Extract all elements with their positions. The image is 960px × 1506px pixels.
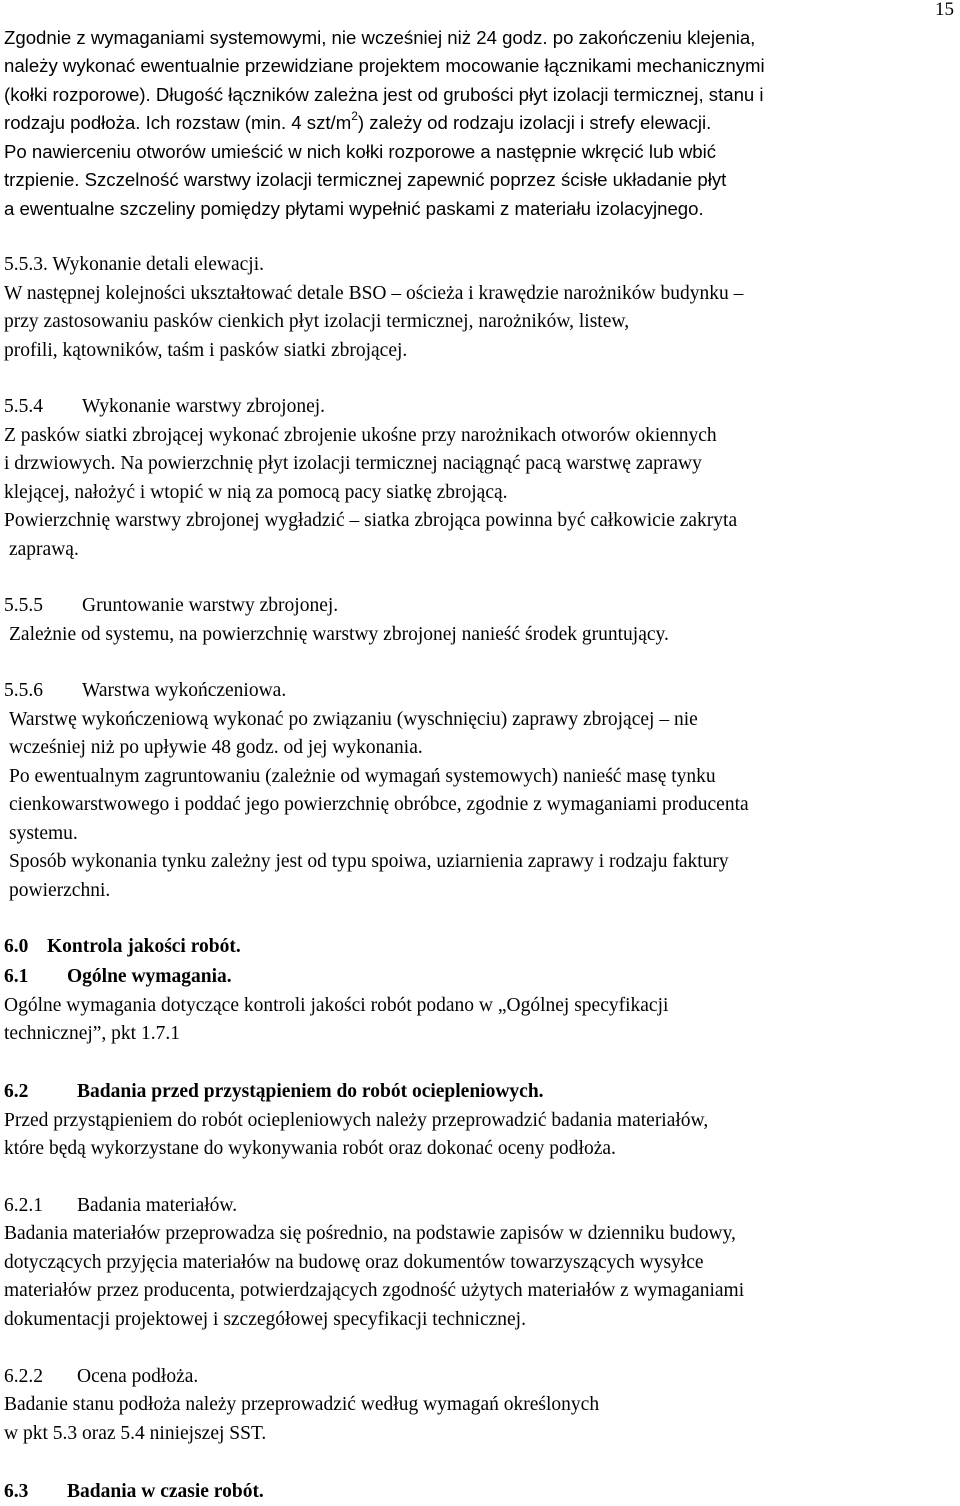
section-number: 6.1: [4, 966, 29, 987]
section-title: Badania przed przystąpieniem do robót ociepleniowych.: [77, 1081, 544, 1102]
section-title: Ogólne wymagania.: [67, 966, 232, 987]
text-line: które będą wykorzystane do wykonywania robót oraz dokonać oceny podłoża.: [4, 1138, 616, 1159]
text-line: a ewentualne szczeliny pomiędzy płytami wypełnić paskami z materiału izolacyjnego.: [4, 198, 704, 219]
section-heading: 5.5.3. Wykonanie detali elewacji.: [4, 254, 265, 275]
text-line: Z pasków siatki zbrojącej wykonać zbrojenie ukośne przy narożnikach otworów okiennych: [4, 425, 717, 446]
page-number: 15: [935, 0, 954, 20]
section-heading: [4, 966, 232, 988]
text-line: Badania materiałów przeprowadza się pośrednio, na podstawie zapisów w dzienniku budowy,: [4, 1223, 736, 1244]
text-line: technicznej”, pkt 1.7.1: [4, 1023, 180, 1044]
section-heading: [4, 396, 325, 418]
text-line: profili, kątowników, taśm i pasków siatki zbrojącej.: [4, 340, 408, 361]
text-line: materiałów przez producenta, potwierdzających zgodność użytych materiałów z wymaganiami: [4, 1280, 745, 1301]
text-line: w pkt 5.3 oraz 5.4 niniejszej SST.: [4, 1423, 267, 1444]
section-heading: [4, 1195, 237, 1217]
section-title: Warstwa wykończeniowa.: [82, 680, 287, 701]
section-title: Badania w czasie robót.: [67, 1481, 264, 1502]
text-line: Warstwę wykończeniową wykonać po związaniu (wyschnięciu) zaprawy zbrojącej – nie: [9, 709, 698, 730]
section-number: 5.5.6: [4, 680, 43, 701]
section-heading: [4, 1366, 198, 1388]
text-line: wcześniej niż po upływie 48 godz. od jej wykonania.: [9, 737, 423, 758]
text-line: Ogólne wymagania dotyczące kontroli jakości robót podano w „Ogólnej specyfikacji: [4, 995, 669, 1016]
text-line: (kołki rozporowe). Długość łączników zależna jest od grubości płyt izolacji termicznej, stanu i: [4, 84, 764, 105]
text-line: Zależnie od systemu, na powierzchnię warstwy zbrojonej nanieść środek gruntujący.: [9, 624, 669, 645]
text-line: zaprawą.: [9, 539, 79, 560]
text-line: Przed przystąpieniem do robót ociepleniowych należy przeprowadzić badania materiałów,: [4, 1110, 709, 1131]
section-number: 5.5.5: [4, 595, 43, 616]
text-span: rodzaju podłoża. Ich rozstaw (min. 4 szt/m: [4, 112, 352, 133]
section-number: 6.2: [4, 1081, 29, 1102]
text-line: Badanie stanu podłoża należy przeprowadzić według wymagań określonych: [4, 1394, 600, 1415]
section-number: 6.2.1: [4, 1195, 43, 1216]
section-number: 6.0: [4, 936, 29, 957]
text-span: ) zależy od rodzaju izolacji i strefy elewacji.: [357, 112, 712, 133]
text-line: dokumentacji projektowej i szczegółowej specyfikacji technicznej.: [4, 1309, 526, 1330]
text-line: należy wykonać ewentualnie przewidziane projektem mocowanie łącznikami mechanicznymi: [4, 55, 765, 76]
text-line: W następnej kolejności ukształtować detale BSO – ościeża i krawędzie narożników budynku –: [4, 283, 744, 304]
text-line: przy zastosowaniu pasków cienkich płyt izolacji termicznej, narożników, listew,: [4, 311, 630, 332]
section-heading: [4, 1481, 264, 1503]
text-line: Po ewentualnym zagruntowaniu (zależnie od wymagań systemowych) nanieść masę tynku: [9, 766, 716, 787]
text-line: Powierzchnię warstwy zbrojonej wygładzić – siatka zbrojąca powinna być całkowicie zakryta: [4, 510, 738, 531]
text-line: Po nawierceniu otworów umieścić w nich kołki rozporowe a następnie wkręcić lub wbić: [4, 141, 717, 162]
superscript: 2: [351, 108, 358, 123]
text-line: systemu.: [9, 823, 78, 844]
section-heading: [4, 1081, 544, 1103]
text-line: klejącej, nałożyć i wtopić w nią za pomocą pacy siatkę zbrojącą.: [4, 482, 508, 503]
section-title: Kontrola jakości robót.: [47, 936, 241, 957]
section-title: Ocena podłoża.: [77, 1366, 199, 1387]
text-line: cienkowarstwowego i poddać jego powierzchnię obróbce, zgodnie z wymaganiami producenta: [9, 794, 749, 815]
section-title: Badania materiałów.: [77, 1195, 238, 1216]
text-line: dotyczących przyjęcia materiałów na budowę oraz dokumentów towarzyszących wysyłce: [4, 1252, 704, 1273]
section-heading: [4, 936, 241, 958]
section-heading: [4, 680, 286, 702]
text-line: powierzchni.: [9, 880, 111, 901]
text-line: i drzwiowych. Na powierzchnię płyt izolacji termicznej naciągnąć pacą warstwę zaprawy: [4, 453, 702, 474]
text-line: Zgodnie z wymaganiami systemowymi, nie wcześniej niż 24 godz. po zakończeniu klejenia,: [4, 27, 756, 48]
section-number: 6.2.2: [4, 1366, 43, 1387]
section-heading: [4, 595, 338, 617]
section-number: 6.3: [4, 1481, 29, 1502]
section-number: 5.5.4: [4, 396, 43, 417]
text-line: trzpienie. Szczelność warstwy izolacji termicznej zapewnić poprzez ścisłe układanie płyt: [4, 169, 727, 190]
section-title: Wykonanie warstwy zbrojonej.: [82, 396, 326, 417]
text-line: Sposób wykonania tynku zależny jest od typu spoiwa, uziarnienia zaprawy i rodzaju faktury: [9, 851, 729, 872]
text-line: [4, 108, 712, 134]
section-title: Gruntowanie warstwy zbrojonej.: [82, 595, 339, 616]
